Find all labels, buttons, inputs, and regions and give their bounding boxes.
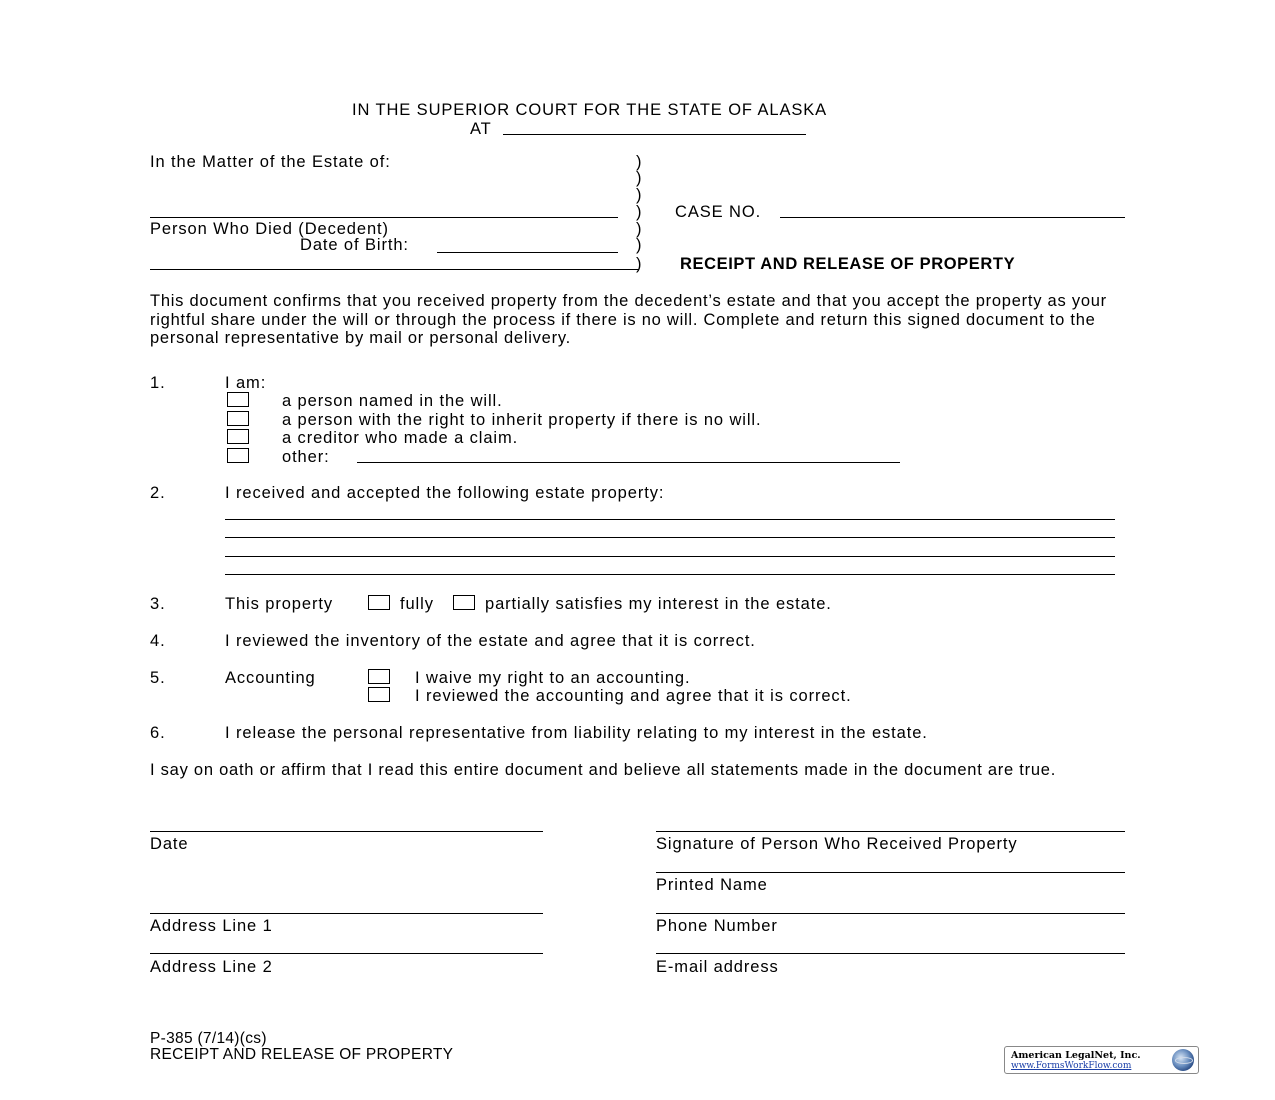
footer-form-title: RECEIPT AND RELEASE OF PROPERTY [150,1046,454,1063]
logo-company-name: American LegalNet, Inc. [1011,1050,1141,1061]
property-line[interactable] [225,537,1115,538]
document-title: RECEIPT AND RELEASE OF PROPERTY [680,255,1016,273]
estate-matter-label: In the Matter of the Estate of: [150,153,391,171]
item-1-number: 1. [150,374,166,392]
address-line-2-label: Address Line 2 [150,958,273,976]
caption-paren: ) [636,153,643,171]
phone-field[interactable] [656,913,1125,914]
caption-paren: ) [636,169,643,187]
other-checkbox[interactable] [227,448,249,463]
item-6-number: 6. [150,724,166,742]
item-5-number: 5. [150,669,166,687]
waive-accounting-label: I waive my right to an accounting. [415,669,691,687]
court-location-field[interactable] [503,134,806,135]
inherit-no-will-label: a person with the right to inherit property if there is no will. [282,411,762,429]
named-in-will-checkbox[interactable] [227,392,249,407]
dob-label: Date of Birth: [300,236,409,254]
caption-paren: ) [636,236,643,254]
named-in-will-label: a person named in the will. [282,392,503,410]
date-field[interactable] [150,831,543,832]
partially-checkbox[interactable] [453,595,475,610]
item-2-text: I received and accepted the following estate property: [225,484,665,502]
court-heading: IN THE SUPERIOR COURT FOR THE STATE OF ALASKA [352,101,828,119]
fully-checkbox[interactable] [368,595,390,610]
caption-paren: ) [636,186,643,204]
logo-url-link[interactable]: www.FormsWorkFlow.com [1011,1061,1132,1071]
dob-field[interactable] [437,252,618,253]
property-line[interactable] [225,574,1115,575]
signature-field[interactable] [656,831,1125,832]
case-number-label: CASE NO. [675,203,762,221]
property-line[interactable] [225,556,1115,557]
item-3-suffix: partially satisfies my interest in the estate. [485,595,832,613]
property-line[interactable] [225,519,1115,520]
other-field[interactable] [357,462,900,463]
inherit-no-will-checkbox[interactable] [227,411,249,426]
oath-paragraph: I say on oath or affirm that I read this entire document and believe all statements made in the document are true. [150,761,1057,779]
item-3-number: 3. [150,595,166,613]
creditor-checkbox[interactable] [227,429,249,444]
address-line-1-label: Address Line 1 [150,917,273,935]
printed-name-field[interactable] [656,872,1125,873]
other-label: other: [282,448,330,466]
caption-paren: ) [636,203,643,221]
item-3-prefix: This property [225,595,333,613]
item-1-text: I am: [225,374,267,392]
decedent-name-field[interactable] [150,217,618,218]
phone-label: Phone Number [656,917,778,935]
item-6-text: I release the personal representative from liability relating to my interest in the estate. [225,724,928,742]
email-field[interactable] [656,953,1125,954]
case-number-field[interactable] [780,217,1125,218]
at-label: AT [470,120,492,138]
fully-label: fully [400,595,434,613]
email-label: E-mail address [656,958,779,976]
caption-paren: ) [636,255,643,273]
reviewed-accounting-checkbox[interactable] [368,687,390,702]
intro-paragraph: This document confirms that you received property from the decedent’s estate and that you accept the property as your rightful share under the will or through the process if there is no will. Complete and return this signed document to the personal representative by mail or personal delivery. [150,292,1107,347]
date-label: Date [150,835,189,853]
item-4-number: 4. [150,632,166,650]
decedent-label: Person Who Died (Decedent) [150,220,389,238]
form-number: P-385 (7/14)(cs) [150,1030,267,1047]
caption-bottom-line [150,269,639,270]
signature-label: Signature of Person Who Received Property [656,835,1018,853]
address-line-2-field[interactable] [150,953,543,954]
item-2-number: 2. [150,484,166,502]
item-4-text: I reviewed the inventory of the estate and agree that it is correct. [225,632,756,650]
creditor-label: a creditor who made a claim. [282,429,519,447]
globe-icon [1172,1049,1194,1071]
caption-paren: ) [636,220,643,238]
reviewed-accounting-label: I reviewed the accounting and agree that it is correct. [415,687,852,705]
american-legalnet-logo[interactable] [1004,1046,1199,1074]
address-line-1-field[interactable] [150,913,543,914]
waive-accounting-checkbox[interactable] [368,669,390,684]
printed-name-label: Printed Name [656,876,768,894]
accounting-label: Accounting [225,669,316,687]
